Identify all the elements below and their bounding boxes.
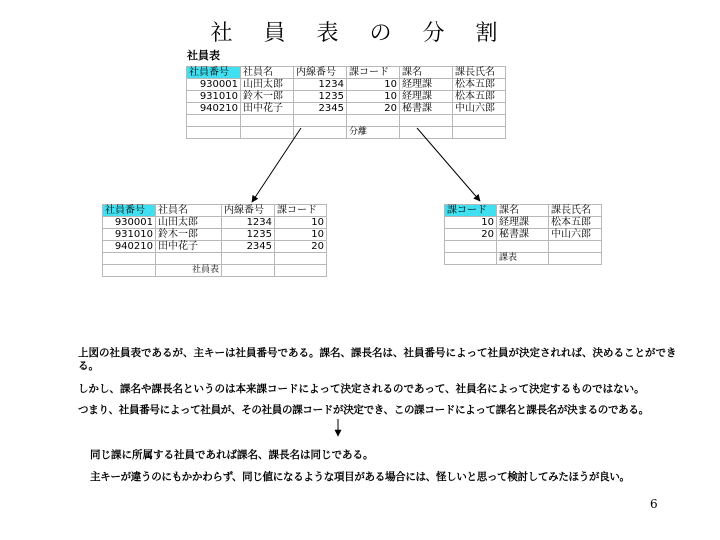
table-cell: 経理課 [400,91,453,103]
table-cell: 2345 [222,241,275,253]
table-row [445,217,602,229]
table-row [445,229,602,241]
table-cell: 930001 [187,79,241,91]
table-cell: 10 [347,79,400,91]
table-row-empty [103,265,327,277]
split-label: 分離 [347,127,400,139]
table-cell: 松本五郎 [453,79,506,91]
slide-title: 社 員 表 の 分 割 [210,21,510,46]
header-cell: 課名 [400,67,453,79]
conclusion-1: 同じ課に所属する社員であれば課名、課長名は同じである。 [90,449,374,461]
table-cell: 松本五郎 [549,217,602,229]
top-table-label: 社員表 [187,49,220,62]
explanation-paragraph-3: つまり、社員番号によって社員が、その社員の課コードが決定でき、この課コードによって課名と課長名が決まるのである。 [78,404,649,416]
table-cell: 秘書課 [497,229,549,241]
explanation-paragraph-2: しかし、課名や課長名というのは本来課コードによって決定されるのであって、社員名によって決定するものではない。 [78,383,645,395]
employee-table-caption: 社員表 [156,265,222,277]
table-cell: 中山六郎 [453,103,506,115]
table-cell: 940210 [187,103,241,115]
header-cell: 社員番号 [187,67,241,79]
table-cell: 20 [347,103,400,115]
header-cell: 内線番号 [294,67,347,79]
table-header-row [445,205,602,217]
table-cell: 10 [445,217,497,229]
table-row-empty [445,241,602,253]
table-cell: 1235 [222,229,275,241]
table-cell: 山田太郎 [156,217,222,229]
table-cell: 930001 [103,217,156,229]
table-cell: 鈴木一郎 [156,229,222,241]
header-cell: 課長氏名 [453,67,506,79]
table-cell: 田中花子 [241,103,294,115]
table-cell: 鈴木一郎 [241,91,294,103]
table-row-empty [103,253,327,265]
table-cell: 20 [445,229,497,241]
page-number: 6 [650,497,658,511]
table-cell: 940210 [103,241,156,253]
explanation-paragraph-1: 上図の社員表であるが、主キーは社員番号である。課名、課長名は、社員番号によって社員が決定されれば、決めることができる。 [78,347,677,372]
arrow-to-employee-table [252,128,301,202]
table-cell: 1234 [294,79,347,91]
table-cell: 931010 [187,91,241,103]
right-section-table [444,204,602,265]
table-row [103,241,327,253]
table-cell: 経理課 [497,217,549,229]
header-cell: 社員番号 [103,205,156,217]
table-cell: 松本五郎 [453,91,506,103]
left-employee-table [102,204,327,277]
table-cell: 秘書課 [400,103,453,115]
table-cell: 経理課 [400,79,453,91]
table-row [103,229,327,241]
conclusion-2: 主キーが違うのにもかかわらず、同じ値になるような項目がある場合には、怪しいと思って検討してみたほうが良い。 [90,471,630,483]
table-cell: 中山六郎 [549,229,602,241]
header-cell: 内線番号 [222,205,275,217]
table-cell: 931010 [103,229,156,241]
arrow-to-section-table [417,128,480,201]
table-cell: 2345 [294,103,347,115]
table-cell: 1234 [222,217,275,229]
header-cell: 課コード [275,205,327,217]
table-cell: 1235 [294,91,347,103]
header-cell: 課コード [445,205,497,217]
header-cell: 課長氏名 [549,205,602,217]
table-cell: 10 [347,91,400,103]
header-cell: 社員名 [156,205,222,217]
table-row-empty [445,253,602,265]
table-cell: 10 [275,229,327,241]
table-row [103,217,327,229]
table-cell: 10 [275,217,327,229]
table-cell: 田中花子 [156,241,222,253]
table-cell: 20 [275,241,327,253]
header-cell: 課名 [497,205,549,217]
table-cell: 山田太郎 [241,79,294,91]
header-cell: 課コード [347,67,400,79]
table-header-row [103,205,327,217]
header-cell: 社員名 [241,67,294,79]
section-table-caption: 課表 [497,253,549,265]
